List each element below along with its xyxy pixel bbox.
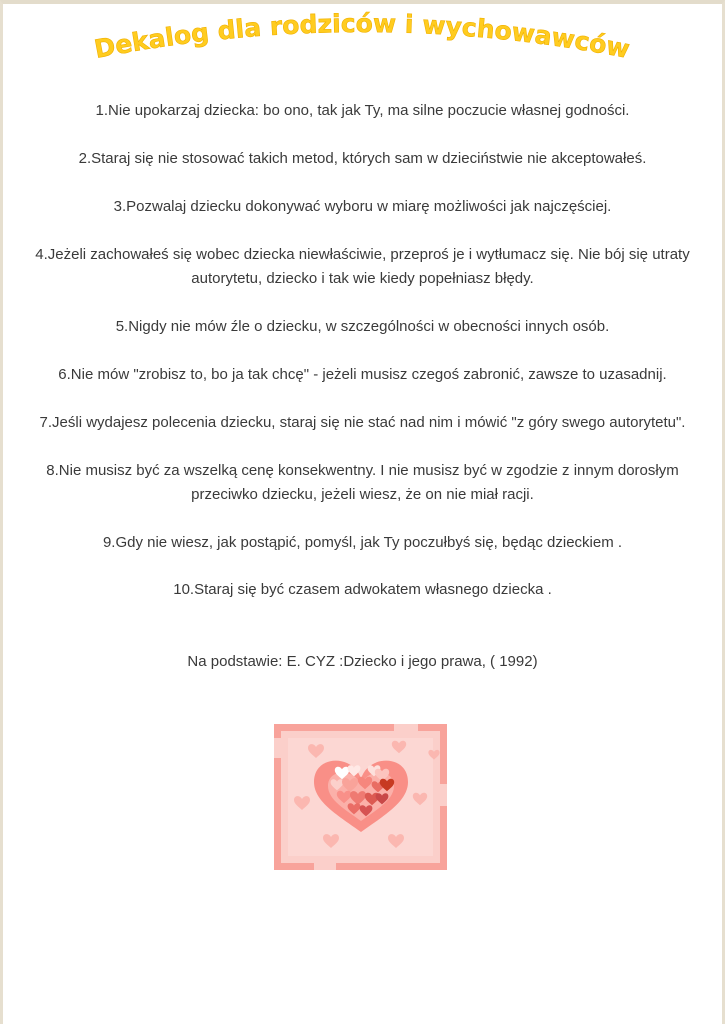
decalogue-item-4: 4.Jeżeli zachowałeś się wobec dziecka niewłaściwie, przeproś je i wytłumacz się. Nie bój się utraty autorytetu, dziecko i tak wie kiedy popełniasz błędy.	[35, 246, 690, 287]
decalogue-item-6: 6.Nie mów "zrobisz to, bo ja tak chcę" - jeżeli musisz czegoś zabronić, zawsze to uzasadnij.	[58, 366, 667, 383]
decalogue-item-5: 5.Nigdy nie mów źle o dziecku, w szczególności w obecności innych osób.	[115, 318, 610, 335]
source-citation: Na podstawie: E. CYZ :Dziecko i jego prawa, ( 1992)	[187, 653, 538, 670]
decalogue-item-10: 10.Staraj się być czasem adwokatem własnego dziecka .	[173, 581, 552, 598]
decalogue-item-3: 3.Pozwalaj dziecku dokonywać wyboru w miarę możliwości jak najczęściej.	[113, 198, 612, 215]
title-block	[0, 6, 725, 76]
heart-icon	[274, 724, 447, 870]
decalogue-item-9: 9.Gdy nie wiesz, jak postąpić, pomyśl, jak Ty poczułbyś się, będąc dzieckiem .	[102, 534, 623, 551]
heart-image	[274, 724, 447, 870]
decalogue-item-2: 2.Staraj się nie stosować takich metod, których sam w dzieciństwie nie akceptowałeś.	[78, 150, 647, 167]
decalogue-item-8: 8.Nie musisz być za wszelką cenę konsekwentny. I nie musisz być w zgodzie z innym dorosłym przeciwko dziecku, jeżeli wiesz, że on nie miał racji.	[46, 462, 679, 503]
title-wordart	[62, 6, 662, 76]
decalogue-item-7: 7.Jeśli wydajesz polecenia dziecku, staraj się nie stać nad nim i mówić "z góry swego autorytetu".	[39, 414, 686, 431]
page-title: Dekalog dla rodziców i wychowawców	[92, 8, 632, 64]
decalogue-item-1: 1.Nie upokarzaj dziecka: bo ono, tak jak Ty, ma silne poczucie własnej godności.	[95, 102, 630, 119]
